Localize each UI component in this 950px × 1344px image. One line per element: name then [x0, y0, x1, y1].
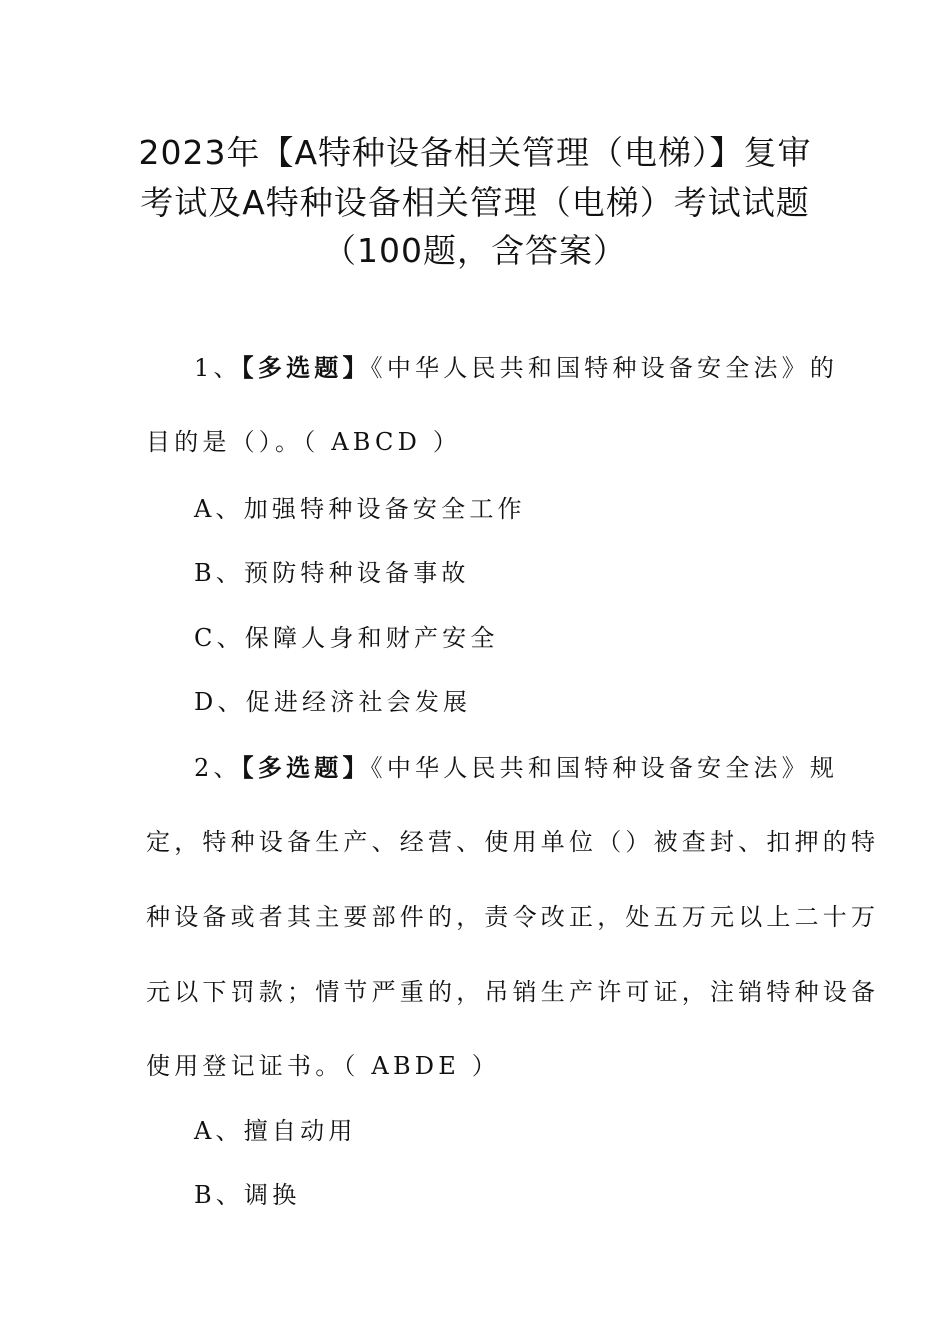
question-1-option-a: A、加强特种设备安全工作 — [194, 495, 526, 523]
question-2-first-line — [194, 752, 838, 784]
question-2-option-a: A、擅自动用 — [194, 1117, 357, 1145]
question-2-option-b: B、调换 — [194, 1181, 301, 1209]
document-title-line-1: 2023年【A特种设备相关管理（电梯）】复审 — [138, 133, 812, 172]
question-1-text-line-2: 目的是（）。（ ABCD ） — [146, 428, 462, 456]
question-2-text-line-4: 元以下罚款；情节严重的，吊销生产许可证，注销特种设备 — [146, 978, 880, 1006]
question-text: 《中华人民共和国特种设备安全法》的 — [370, 354, 839, 382]
question-type-label: 【多选题】 — [241, 353, 371, 382]
document-title-line-3: （100题，含答案） — [323, 231, 627, 270]
question-type-label: 【多选题】 — [241, 753, 371, 782]
question-1-option-b: B、预防特种设备事故 — [194, 559, 470, 587]
question-1-first-line — [194, 352, 838, 384]
question-text: 《中华人民共和国特种设备安全法》规 — [370, 754, 839, 782]
question-1-option-d: D、促进经济社会发展 — [194, 688, 472, 716]
question-2-text-line-2: 定，特种设备生产、经营、使用单位（）被查封、扣押的特 — [146, 828, 880, 856]
document-title-line-2: 考试及A特种设备相关管理（电梯）考试试题 — [140, 183, 810, 222]
question-number: 1、 — [194, 354, 242, 382]
question-number: 2、 — [194, 754, 242, 782]
question-1-option-c: C、保障人身和财产安全 — [194, 624, 499, 652]
question-2-text-line-3: 种设备或者其主要部件的，责令改正，处五万元以上二十万 — [146, 903, 880, 931]
question-2-text-line-5: 使用登记证书。（ ABDE ） — [146, 1052, 500, 1080]
